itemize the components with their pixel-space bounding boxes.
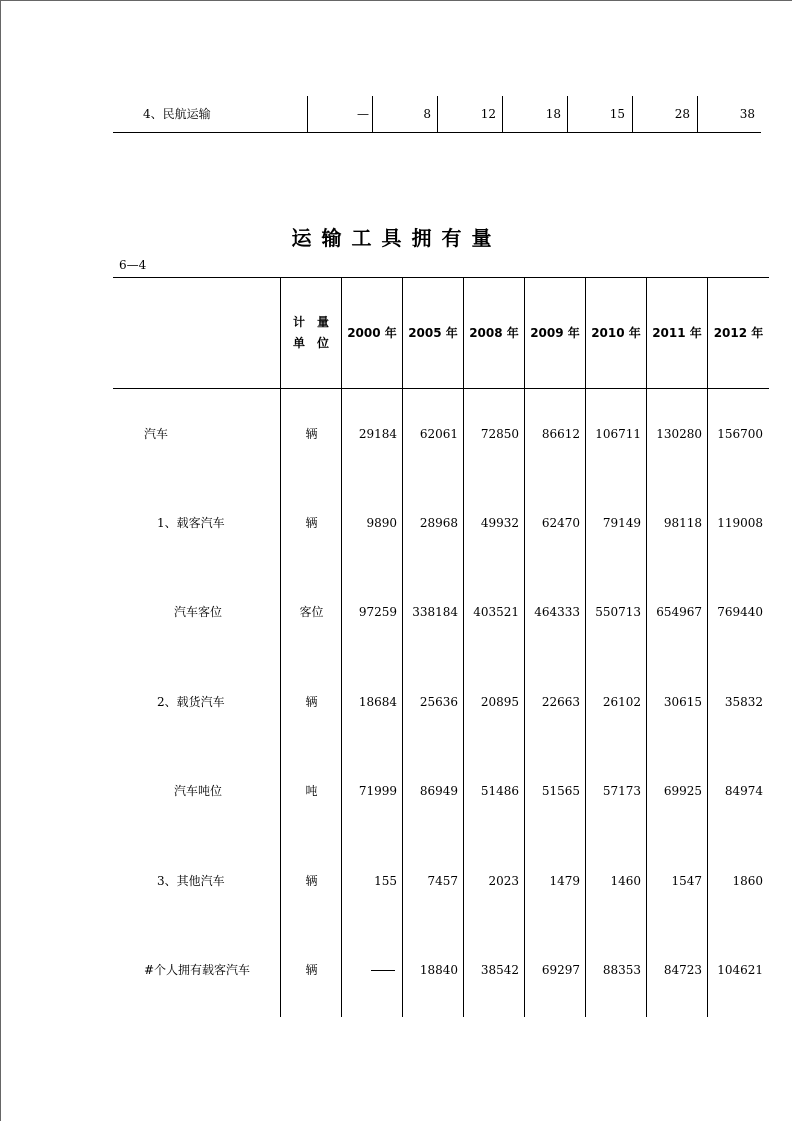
row-value: 106711: [595, 427, 641, 441]
row-value: 69297: [541, 963, 580, 977]
table-row: [113, 960, 769, 980]
row-label: 2、载货汽车: [157, 695, 225, 709]
column-divider: [402, 277, 403, 1017]
row-label: 汽车客位: [174, 605, 223, 619]
row-value: 97259: [358, 605, 397, 619]
column-divider: [585, 277, 586, 1017]
row-value: 35832: [724, 695, 763, 709]
row-value: 18684: [358, 695, 397, 709]
row-unit: 辆: [305, 874, 318, 888]
row-value: 51565: [541, 784, 580, 798]
header-year: 2012 年: [713, 326, 764, 340]
header-year: 2000 年: [347, 326, 397, 340]
row-value: 130280: [656, 427, 702, 441]
header-unit-line2: 单 位: [292, 336, 329, 350]
column-divider: [437, 96, 438, 132]
column-divider: [341, 277, 342, 1017]
row-value: 62470: [541, 516, 580, 530]
row-label: 汽车: [144, 427, 169, 441]
previous-row-cell: 8: [423, 107, 431, 121]
row-unit: 辆: [305, 427, 318, 441]
row-unit: 辆: [305, 963, 318, 977]
row-value: 57173: [602, 784, 641, 798]
column-divider: [697, 96, 698, 132]
row-unit: 客位: [299, 605, 324, 619]
column-divider: [646, 277, 647, 1017]
header-year: 2010 年: [591, 326, 641, 340]
previous-row-cell: 18: [545, 107, 561, 121]
row-value: 88353: [602, 963, 641, 977]
row-value: 86612: [541, 427, 580, 441]
header-unit: [281, 312, 341, 354]
table-row: [113, 513, 769, 533]
column-divider: [307, 96, 308, 132]
row-value: 2023: [488, 874, 519, 888]
header-year: 2011 年: [652, 326, 702, 340]
column-divider: [567, 96, 568, 132]
header-year: 2008 年: [469, 326, 519, 340]
row-value: 654967: [656, 605, 702, 619]
row-value: 72850: [480, 427, 519, 441]
column-divider: [524, 277, 525, 1017]
row-label: 1、载客汽车: [157, 516, 225, 530]
row-value: 1460: [610, 874, 641, 888]
row-value: 403521: [473, 605, 519, 619]
row-value: 464333: [534, 605, 580, 619]
row-value: 38542: [480, 963, 519, 977]
column-divider: [502, 96, 503, 132]
row-value: 71999: [358, 784, 397, 798]
row-value: 79149: [602, 516, 641, 530]
row-value: 86949: [419, 784, 458, 798]
row-label: 汽车吨位: [174, 784, 223, 798]
row-value: 84723: [663, 963, 702, 977]
previous-table-last-row: [113, 96, 761, 133]
column-divider: [463, 277, 464, 1017]
row-value: 98118: [663, 516, 702, 530]
row-value: 550713: [595, 605, 641, 619]
row-value: 7457: [427, 874, 458, 888]
previous-row-cell: 38: [739, 107, 755, 121]
row-unit: 吨: [305, 784, 318, 798]
table-row: [113, 692, 769, 712]
row-value: 9890: [366, 516, 397, 530]
row-value: 104621: [717, 963, 763, 977]
row-value: 62061: [419, 427, 458, 441]
row-unit: 辆: [305, 695, 318, 709]
row-label: #个人拥有载客汽车: [144, 963, 251, 977]
previous-row-cell: 12: [480, 107, 496, 121]
row-value: 338184: [412, 605, 458, 619]
header-year: 2005 年: [408, 326, 458, 340]
table-title: 运输工具拥有量: [291, 226, 502, 250]
table-row: [113, 602, 769, 622]
row-value: 26102: [602, 695, 641, 709]
row-unit: 辆: [305, 516, 318, 530]
row-value: 18840: [419, 963, 458, 977]
column-divider: [632, 96, 633, 132]
row-value: 28968: [419, 516, 458, 530]
previous-row-cell: —: [357, 107, 369, 121]
previous-row-cell: 15: [609, 107, 625, 121]
table-row: [113, 781, 769, 801]
row-value: 20895: [480, 695, 519, 709]
row-value: 51486: [480, 784, 519, 798]
column-divider: [280, 277, 281, 1017]
previous-row-cell: 28: [674, 107, 690, 121]
header-unit-line1: 计 量: [292, 315, 329, 329]
header-year: 2009 年: [530, 326, 580, 340]
row-value: 155: [374, 874, 397, 888]
row-value: 25636: [419, 695, 458, 709]
row-value: 1547: [671, 874, 702, 888]
header-bottom-rule: [113, 388, 769, 389]
table-row: [113, 871, 769, 891]
table-code: 6—4: [119, 258, 147, 272]
row-value: 49932: [480, 516, 519, 530]
empty-value-dash: [371, 970, 395, 971]
column-divider: [707, 277, 708, 1017]
row-value: 769440: [717, 605, 763, 619]
previous-row-label: 4、民航运输: [143, 107, 211, 121]
row-value: 1860: [732, 874, 763, 888]
row-value: 84974: [724, 784, 763, 798]
row-value: 69925: [663, 784, 702, 798]
row-label: 3、其他汽车: [157, 874, 225, 888]
row-value: 22663: [541, 695, 580, 709]
table-row: [113, 424, 769, 444]
row-value: 29184: [358, 427, 397, 441]
column-divider: [372, 96, 373, 132]
row-value: 119008: [717, 516, 763, 530]
row-value: 30615: [663, 695, 702, 709]
row-value: 156700: [717, 427, 763, 441]
row-value: 1479: [549, 874, 580, 888]
